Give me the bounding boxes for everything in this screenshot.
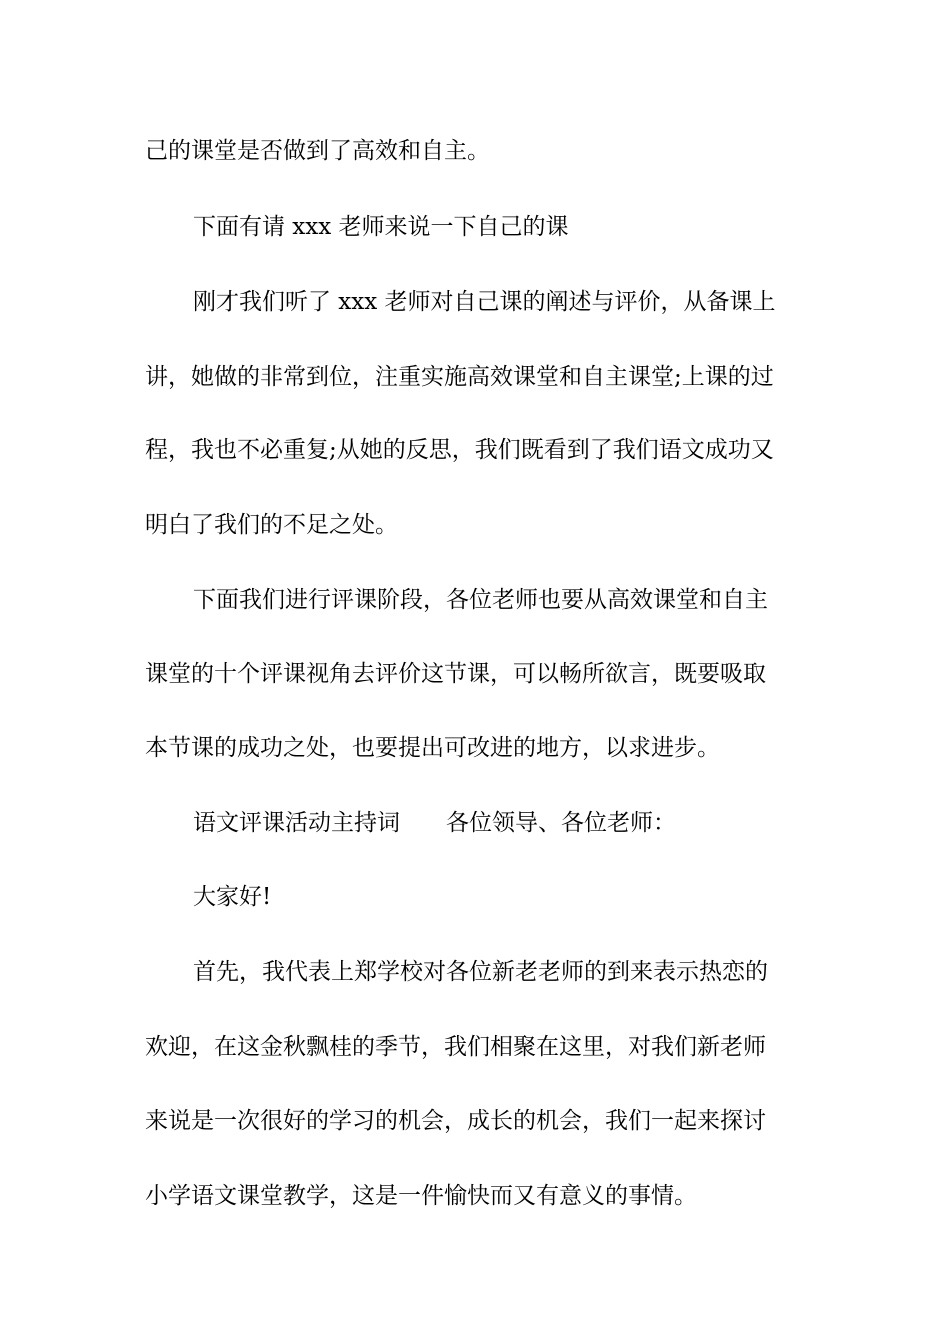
paragraph-line: 刚才我们听了 xxx 老师对自己课的阐述与评价，从备课上 <box>193 289 776 315</box>
greeting-line: 各位领导、各位老师： <box>446 810 676 836</box>
paragraph-line: 下面我们进行评课阶段，各位老师也要从高效课堂和自主 <box>193 587 768 613</box>
paragraph-line: 明白了我们的不足之处。 <box>145 512 398 538</box>
paragraph-line: 大家好! <box>193 884 272 910</box>
paragraph-line: 小学语文课堂教学，这是一件愉快而又有意义的事情。 <box>145 1183 697 1209</box>
paragraph-line: 来说是一次很好的学习的机会，成长的机会，我们一起来探讨 <box>145 1108 766 1134</box>
paragraph-line: 下面有请 xxx 老师来说一下自己的课 <box>193 214 569 240</box>
paragraph-line: 己的课堂是否做到了高效和自主。 <box>145 138 490 164</box>
heading-line <box>193 808 863 838</box>
paragraph-line: 讲，她做的非常到位，注重实施高效课堂和自主课堂;上课的过 <box>145 364 774 390</box>
paragraph-line: 欢迎，在这金秋飘桂的季节，我们相聚在这里，对我们新老师 <box>145 1034 766 1060</box>
paragraph-line: 本节课的成功之处，也要提出可改进的地方，以求进步。 <box>145 735 720 761</box>
heading-title: 语文评课活动主持词 <box>193 810 400 836</box>
paragraph-line: 程，我也不必重复;从她的反思，我们既看到了我们语文成功又 <box>145 437 774 463</box>
paragraph-line: 课堂的十个评课视角去评价这节课，可以畅所欲言，既要吸取 <box>145 661 766 687</box>
paragraph-line: 首先，我代表上郑学校对各位新老老师的到来表示热恋的 <box>193 959 768 985</box>
